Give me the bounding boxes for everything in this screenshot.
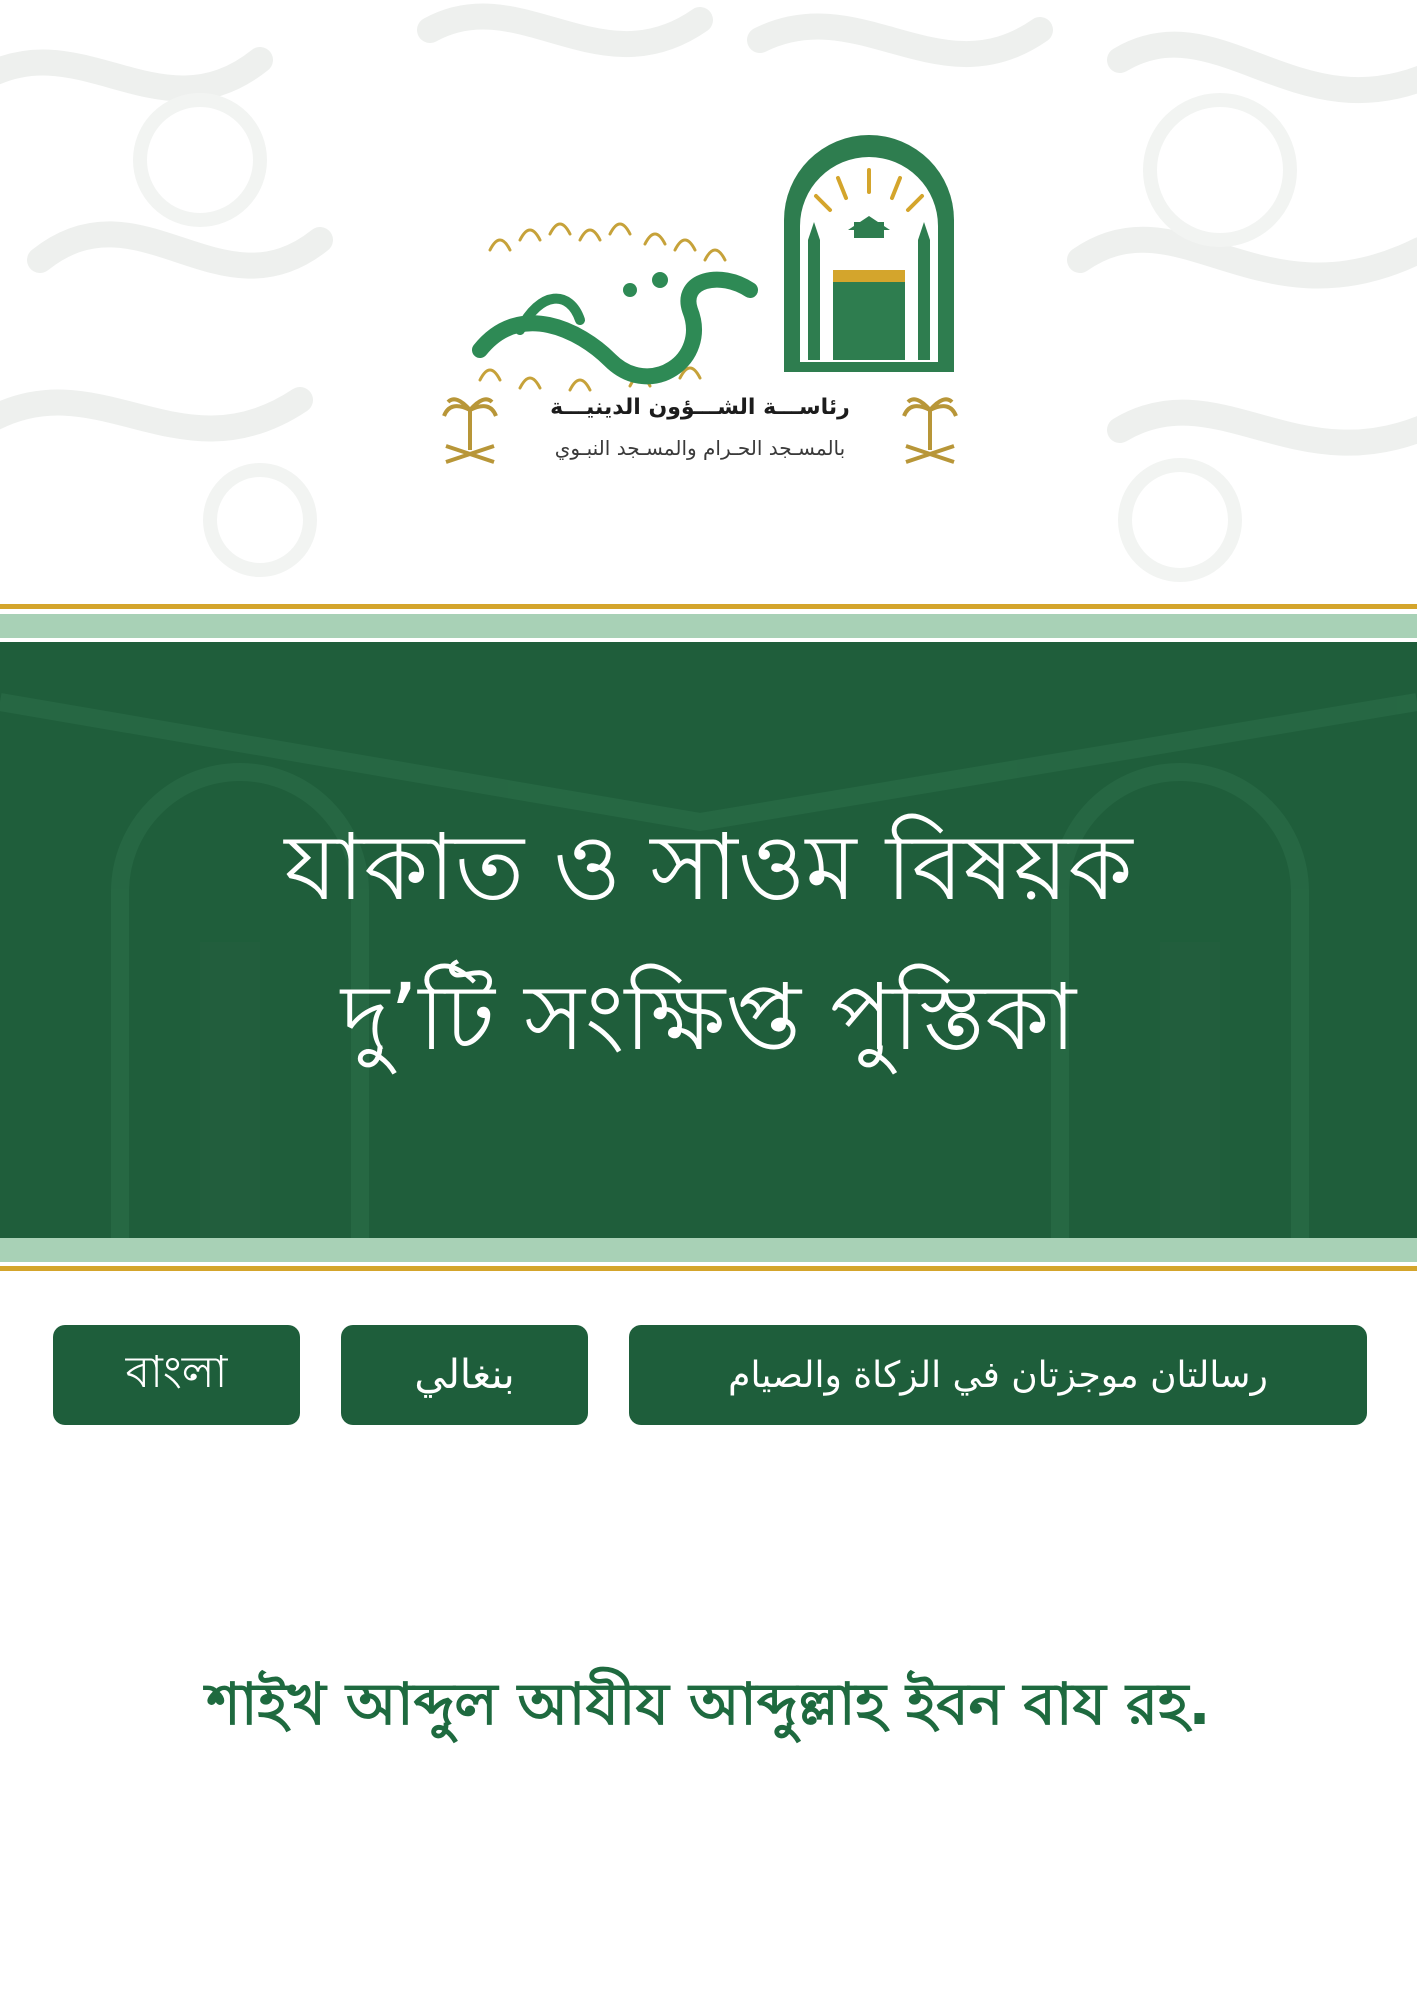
language-label-arabic: بنغالي bbox=[341, 1325, 588, 1425]
language-label-bengali: বাংলা bbox=[53, 1325, 300, 1425]
org-name-line-1: رئاســـة الشـــؤون الدينيـــة bbox=[550, 395, 850, 420]
calligraphy-logo-icon bbox=[460, 210, 780, 410]
calligraphy-text: حرمين bbox=[700, 320, 703, 321]
org-name-line-2: بالمسـجد الحـرام والمسـجد النبـوي bbox=[554, 436, 846, 460]
gold-divider-bottom bbox=[0, 1266, 1417, 1271]
book-title-line-2: দু’টি সংক্ষিপ্ত পুস্তিকা bbox=[340, 964, 1077, 1071]
gold-divider-top bbox=[0, 604, 1417, 609]
kaaba-emblem-icon bbox=[778, 130, 960, 380]
arabic-title-label: رسالتان موجزتان في الزكاة والصيام bbox=[629, 1325, 1367, 1425]
mint-strip-top bbox=[0, 614, 1417, 638]
mosque-arches-backdrop bbox=[0, 642, 1417, 1238]
saudi-emblem-left-icon bbox=[440, 390, 500, 470]
author-name: শাইখ আব্দুল আযীয আব্দুল্লাহ ইবন বায রহ. bbox=[206, 1670, 1211, 1738]
title-banner bbox=[0, 642, 1417, 1238]
mint-strip-bottom bbox=[0, 1238, 1417, 1262]
haramain-logo bbox=[440, 120, 960, 480]
book-title-line-1: যাকাত ও সাওম বিষয়ক bbox=[284, 814, 1133, 921]
saudi-emblem-right-icon bbox=[900, 390, 960, 470]
